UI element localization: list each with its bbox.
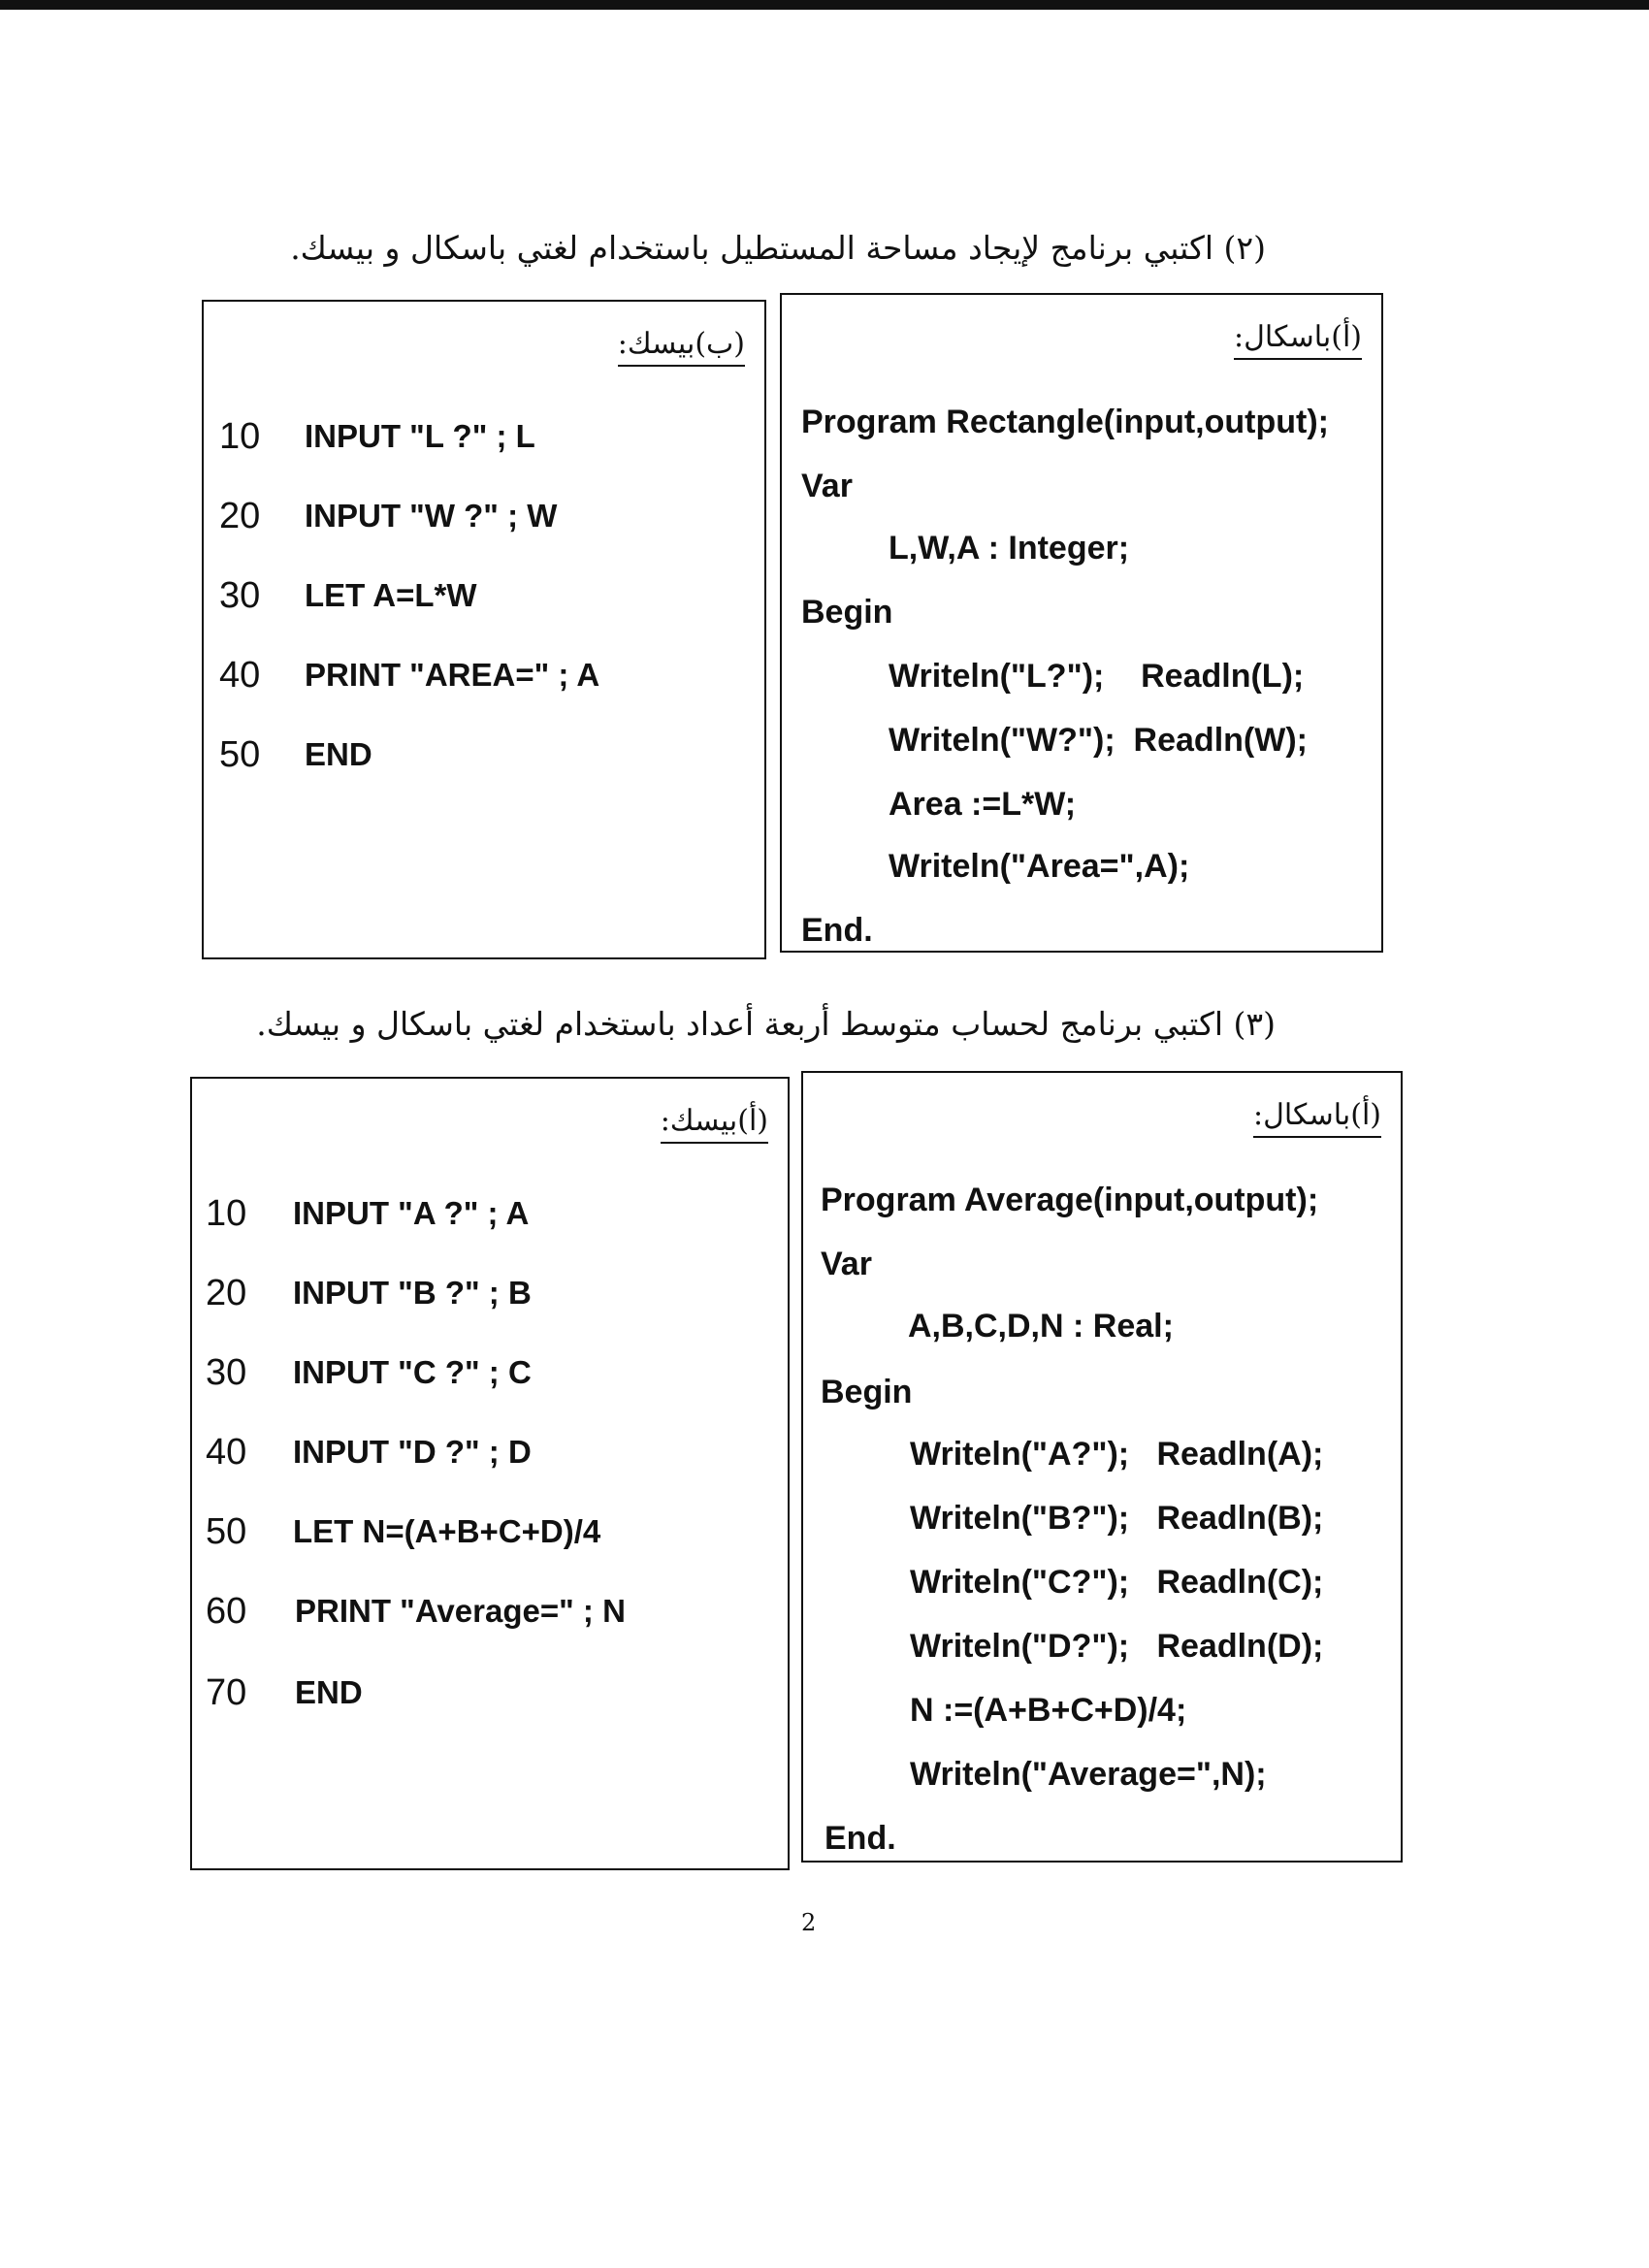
scan-top-edge (0, 0, 1649, 10)
pascal-line: Begin (801, 594, 893, 631)
basic-statement: PRINT "AREA=" ; A (305, 657, 600, 693)
basic-line-number: 10 (219, 416, 261, 457)
basic-statement: LET A=L*W (305, 577, 477, 613)
pascal-line: Writeln("Area=",A); (889, 848, 1190, 885)
basic-statement: INPUT "L ?" ; L (305, 418, 535, 454)
basic-statement: END (305, 736, 372, 772)
basic-statement: INPUT "W ?" ; W (305, 498, 558, 534)
q2-pascal-title: (أ)باسكال: (1234, 320, 1362, 360)
pascal-line: Writeln("C?"); Readln(C); (910, 1564, 1324, 1601)
basic-statement: INPUT "A ?" ; A (293, 1195, 530, 1231)
question-2-heading: (٢) اكتبي برنامج لإيجاد مساحة المستطيل باستخدام لغتي باسكال و بيسك. (290, 229, 1266, 267)
basic-line-number: 10 (206, 1193, 247, 1234)
pascal-line: Begin (821, 1374, 913, 1410)
basic-statement: LET N=(A+B+C+D)/4 (293, 1513, 601, 1549)
pascal-line: Program Average(input,output); (821, 1182, 1319, 1218)
pascal-line: End. (801, 912, 873, 949)
q2-basic-title: (ب)بيسك: (618, 327, 745, 367)
basic-statement: INPUT "D ?" ; D (293, 1434, 532, 1470)
basic-line-number: 20 (206, 1273, 247, 1313)
pascal-line: A,B,C,D,N : Real; (908, 1308, 1174, 1345)
pascal-line: Area :=L*W; (889, 786, 1077, 823)
basic-statement: INPUT "C ?" ; C (293, 1354, 532, 1390)
pascal-line: End. (824, 1820, 896, 1857)
page-number: 2 (801, 1909, 817, 1936)
pascal-line: Var (821, 1246, 872, 1282)
basic-line-number: 50 (206, 1511, 247, 1552)
basic-line-number: 30 (219, 575, 261, 616)
question-3-heading: (٣) اكتبي برنامج لحساب متوسط أربعة أعداد باستخدام لغتي باسكال و بيسك. (256, 1005, 1276, 1043)
basic-line-number: 40 (219, 655, 261, 696)
basic-statement: END (295, 1674, 363, 1710)
q3-pascal-box (801, 1071, 1403, 1863)
pascal-line: Writeln("L?"); Readln(L); (889, 658, 1305, 695)
q3-pascal-title: (أ)باسكال: (1253, 1098, 1381, 1138)
q3-basic-box (190, 1077, 790, 1870)
pascal-line: Program Rectangle(input,output); (801, 404, 1329, 440)
basic-line-number: 40 (206, 1432, 247, 1473)
pascal-line: Writeln("D?"); Readln(D); (910, 1628, 1324, 1665)
basic-statement: INPUT "B ?" ; B (293, 1275, 532, 1311)
pascal-line: N :=(A+B+C+D)/4; (910, 1692, 1187, 1729)
basic-line-number: 30 (206, 1352, 247, 1393)
pascal-line: Writeln("A?"); Readln(A); (910, 1436, 1324, 1473)
basic-statement: PRINT "Average=" ; N (295, 1593, 626, 1629)
pascal-line: L,W,A : Integer; (889, 530, 1130, 567)
q2-basic-box (202, 300, 766, 959)
pascal-line: Var (801, 468, 853, 504)
basic-line-number: 70 (206, 1672, 247, 1713)
pascal-line: Writeln("W?"); Readln(W); (889, 722, 1308, 759)
basic-line-number: 50 (219, 734, 261, 775)
q3-basic-title: (أ)بيسك: (661, 1104, 768, 1144)
pascal-line: Writeln("Average=",N); (910, 1756, 1267, 1793)
basic-line-number: 20 (219, 496, 261, 536)
q2-pascal-box (780, 293, 1383, 953)
pascal-line: Writeln("B?"); Readln(B); (910, 1500, 1324, 1537)
basic-line-number: 60 (206, 1591, 247, 1632)
